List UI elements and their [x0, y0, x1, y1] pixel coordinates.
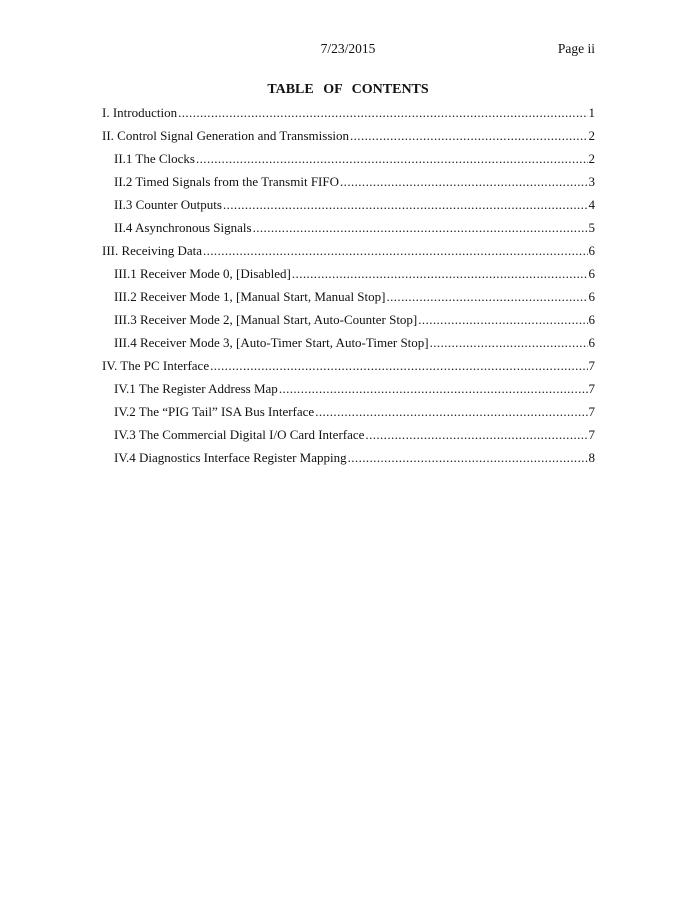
toc-entry-title: III.1 Receiver Mode 0, [Disabled]: [114, 266, 291, 281]
toc-entry[interactable]: [102, 450, 595, 473]
toc-entry-page-number: 2: [588, 151, 595, 166]
toc-entry-title: II.1 The Clocks: [114, 151, 195, 166]
toc-entry-page-number: 7: [588, 404, 595, 419]
toc-entry-page-number: 6: [588, 335, 595, 350]
toc-entry[interactable]: [102, 404, 595, 427]
toc-dot-leader: [178, 105, 587, 121]
toc-entry[interactable]: [102, 335, 595, 358]
toc-entry-title: III. Receiving Data: [102, 243, 202, 258]
toc-entry[interactable]: [102, 128, 595, 151]
toc-dot-leader: [365, 427, 587, 443]
toc-entry[interactable]: [102, 381, 595, 404]
toc-entry-page-number: 7: [588, 358, 595, 373]
toc-dot-leader: [315, 404, 587, 420]
toc-dot-leader: [386, 289, 587, 305]
toc-entry[interactable]: [102, 151, 595, 174]
header-page-number: Page ii: [557, 41, 595, 56]
toc-entry[interactable]: [102, 243, 595, 266]
toc-entry-page-number: 7: [588, 381, 595, 396]
toc-dot-leader: [196, 151, 588, 167]
toc-entry-title: IV.4 Diagnostics Interface Register Mapping: [114, 450, 347, 465]
toc-dot-leader: [279, 381, 588, 397]
toc-entry-title: II.4 Asynchronous Signals: [114, 220, 252, 235]
toc-dot-leader: [418, 312, 587, 328]
table-of-contents: [102, 105, 595, 473]
toc-entry-title: II. Control Signal Generation and Transmission: [102, 128, 349, 143]
toc-dot-leader: [348, 450, 588, 466]
header-date: 7/23/2015: [320, 41, 376, 56]
toc-entry-page-number: 6: [588, 289, 595, 304]
toc-entry-title: IV.1 The Register Address Map: [114, 381, 278, 396]
toc-entry-page-number: 1: [588, 105, 595, 120]
toc-entry-page-number: 6: [588, 266, 595, 281]
toc-entry-title: IV. The PC Interface: [102, 358, 210, 373]
toc-entry[interactable]: [102, 358, 595, 381]
toc-dot-leader: [223, 197, 588, 213]
toc-entry-page-number: 8: [588, 450, 595, 465]
toc-dot-leader: [340, 174, 587, 190]
toc-entry-page-number: 4: [588, 197, 595, 212]
toc-dot-leader: [292, 266, 588, 282]
toc-entry-title: IV.2 The “PIG Tail” ISA Bus Interface: [114, 404, 315, 419]
toc-entry[interactable]: [102, 197, 595, 220]
toc-entry[interactable]: [102, 266, 595, 289]
toc-entry[interactable]: [102, 174, 595, 197]
toc-dot-leader: [350, 128, 588, 144]
toc-entry[interactable]: [102, 220, 595, 243]
toc-dot-leader: [210, 358, 587, 374]
toc-dot-leader: [203, 243, 588, 259]
toc-entry[interactable]: [102, 427, 595, 450]
toc-title: TABLE OF CONTENTS: [267, 82, 429, 97]
toc-entry[interactable]: [102, 105, 595, 128]
toc-entry-title: III.3 Receiver Mode 2, [Manual Start, Auto-Counter Stop]: [114, 312, 418, 327]
toc-entry-page-number: 2: [588, 128, 595, 143]
toc-entry-page-number: 7: [588, 427, 595, 442]
toc-entry-title: IV.3 The Commercial Digital I/O Card Interface: [114, 427, 365, 442]
toc-dot-leader: [430, 335, 588, 351]
toc-entry-title: I. Introduction: [102, 105, 178, 120]
toc-entry-title: II.3 Counter Outputs: [114, 197, 222, 212]
toc-entry-title: II.2 Timed Signals from the Transmit FIFO: [114, 174, 340, 189]
toc-entry-title: III.2 Receiver Mode 1, [Manual Start, Manual Stop]: [114, 289, 386, 304]
toc-entry-title: III.4 Receiver Mode 3, [Auto-Timer Start, Auto-Timer Stop]: [114, 335, 429, 350]
toc-entry-page-number: 3: [588, 174, 595, 189]
toc-entry[interactable]: [102, 289, 595, 312]
toc-entry-page-number: 5: [588, 220, 595, 235]
toc-entry-page-number: 6: [588, 312, 595, 327]
toc-entry-page-number: 6: [588, 243, 595, 258]
toc-entry[interactable]: [102, 312, 595, 335]
toc-dot-leader: [253, 220, 588, 236]
